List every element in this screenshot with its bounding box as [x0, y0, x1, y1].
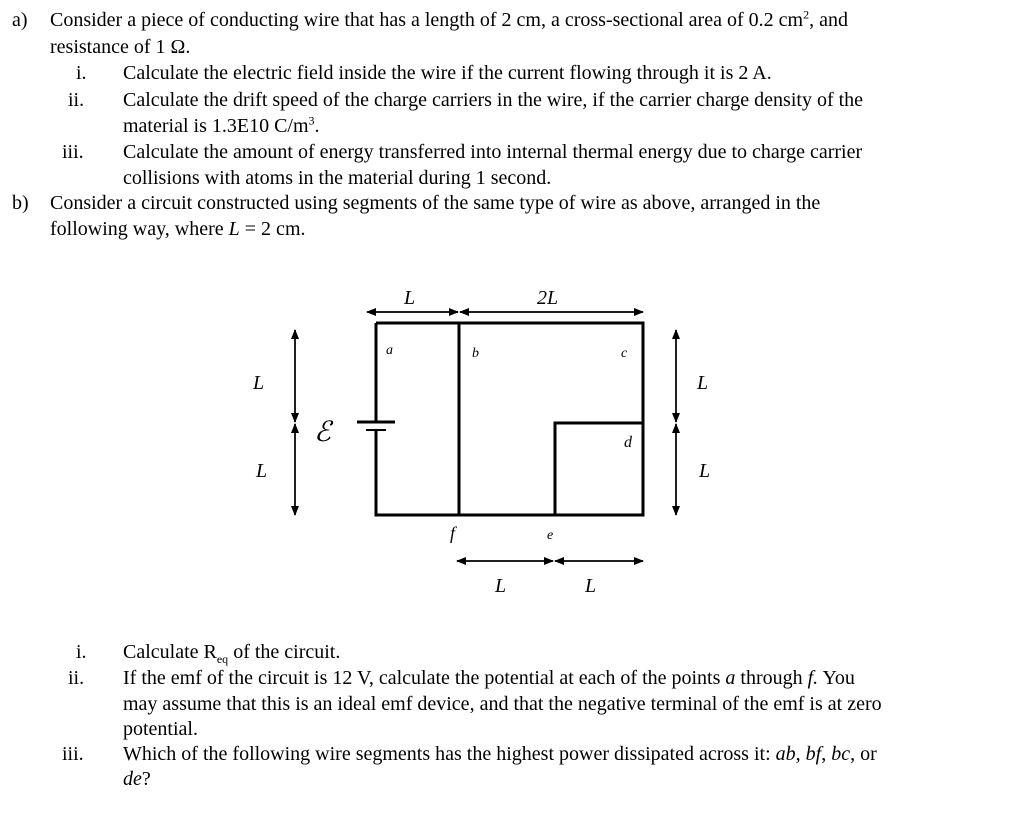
dim-label-bottom-left: L: [495, 575, 507, 597]
dim-label-left-upper: L: [253, 372, 265, 394]
point-label-c: c: [621, 346, 628, 361]
part-a-item-iii: Calculate the amount of energy transferred into internal thermal energy due to charge carrier: [123, 141, 863, 163]
part-b-item-i: Calculate $R_{eq}$ of the circuit.: [123, 641, 341, 666]
part-a-line1: Consider a piece of conducting wire that has a length of 2 cm, a cross-sectional area of 0.2 $cm^2$, and: [50, 7, 848, 31]
part-b-item-ii-cont1: may assume that this is an ideal emf device, and that the negative terminal of the emf is at zero: [123, 693, 882, 715]
part-b-line1: Consider a circuit constructed using segments of the same type of wire as above, arranged in the: [50, 192, 821, 214]
part-b-item-i-num: i.: [76, 641, 87, 663]
part-a-item-i: Calculate the electric field inside the wire if the current flowing through it is 2 A.: [123, 62, 772, 84]
part-a-item-iii-num: iii.: [62, 141, 84, 163]
circuit-wires: [376, 323, 643, 515]
dim-label-top-left: L: [404, 287, 416, 309]
part-b-line2: following way, where L = 2 cm.: [50, 218, 306, 240]
part-a-label: a): [12, 9, 28, 31]
part-a-item-iii-cont: collisions with atoms in the material during 1 second.: [123, 167, 552, 189]
dim-label-right-upper: L: [697, 372, 709, 394]
dimension-arrows: [295, 312, 676, 561]
point-label-a: a: [386, 343, 393, 358]
part-a-item-i-num: i.: [76, 62, 87, 84]
point-label-e: e: [547, 528, 554, 543]
dim-label-left-lower: L: [256, 460, 268, 482]
dim-label-right-lower: L: [699, 460, 711, 482]
dim-label-top-right: 2L: [537, 287, 559, 309]
part-b-label: b): [12, 192, 29, 214]
emf-symbol: ℰ: [314, 417, 331, 448]
part-b-item-ii-num: ii.: [68, 667, 85, 689]
part-b-item-ii: If the emf of the circuit is 12 V, calculate the potential at each of the points a through f. You: [123, 667, 855, 689]
point-label-d: d: [624, 434, 632, 451]
part-a-line2: resistance of 1 Ω.: [50, 36, 191, 58]
part-b-item-iii-num: iii.: [62, 743, 84, 765]
part-a-item-ii: Calculate the drift speed of the charge carriers in the wire, if the carrier charge density of the: [123, 89, 864, 111]
part-b-item-iii: Which of the following wire segments has the highest power dissipated across it: ab, bf, bc, or: [123, 743, 877, 765]
part-a-item-ii-cont: material is 1.3E10 $C/m^3$.: [123, 113, 320, 137]
point-label-f: f: [450, 523, 456, 543]
dim-label-bottom-right: L: [585, 575, 597, 597]
wire-outer-loop: [376, 323, 643, 515]
part-b-item-iii-cont: de?: [123, 768, 151, 790]
emf-battery: [357, 422, 395, 430]
part-b-item-ii-cont2: potential.: [123, 718, 198, 740]
point-label-b: b: [472, 346, 479, 361]
part-a-item-ii-num: ii.: [68, 89, 85, 111]
